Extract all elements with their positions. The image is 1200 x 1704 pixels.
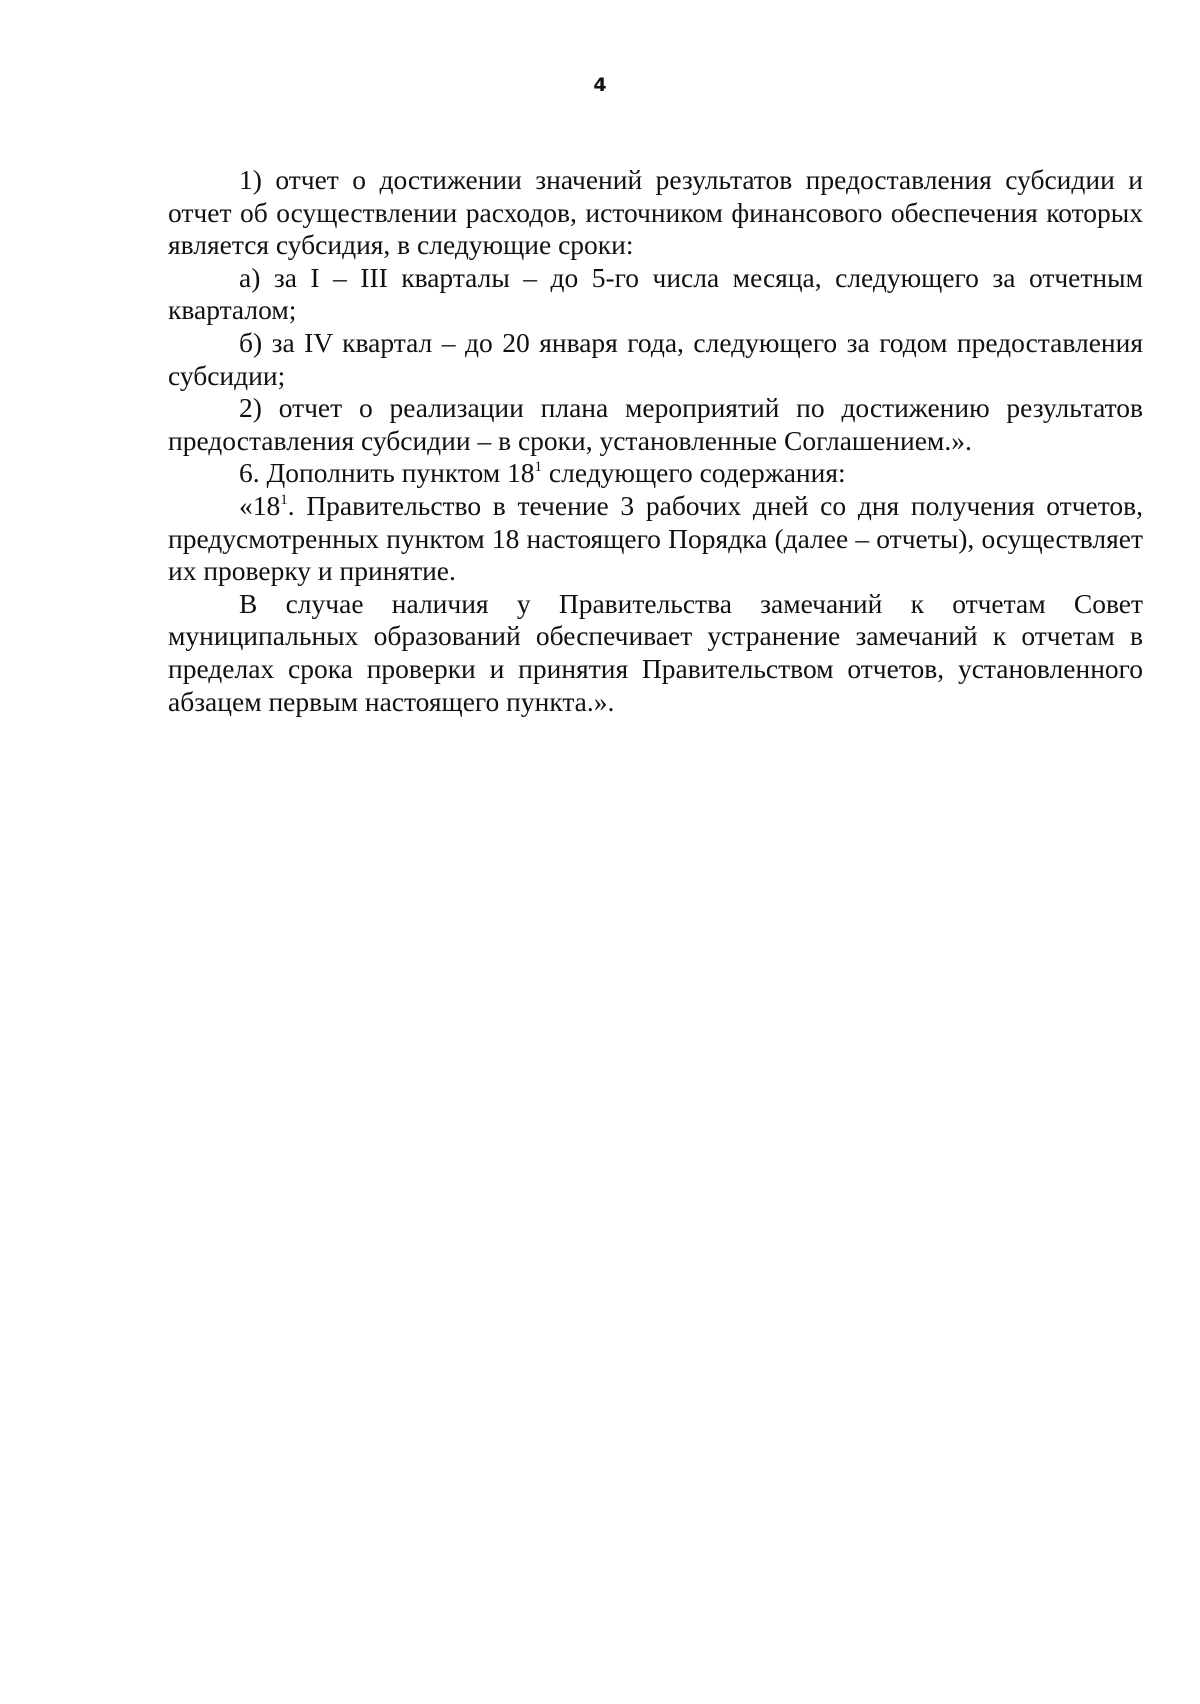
page-number: 4 (593, 74, 607, 96)
paragraph-remarks: В случае наличия у Правительства замечаний к отчетам Совет муниципальных образований обеспечивает устранение замечаний к отчетам в пределах срока проверки и принятия Правительством отчетов, установленного абзацем первым настоящего пункта.». (168, 587, 1143, 717)
paragraph-amendment (168, 457, 1143, 490)
document-body (168, 164, 1143, 718)
paragraph-report-results: 1) отчет о достижении значений результатов предоставления субсидии и отчет об осуществлении расходов, источником финансового обеспечения которых является субсидия, в следующие сроки: (168, 164, 1143, 261)
amendment-text-start: 6. Дополнить пунктом 18 (239, 457, 535, 489)
clause-text-start: «18 (239, 489, 281, 521)
paragraph-deadline-quarters: а) за I – III кварталы – до 5-го числа месяца, следующего за отчетным кварталом; (168, 261, 1143, 326)
paragraph-report-plan: 2) отчет о реализации плана мероприятий по достижению результатов предоставления субсидии – в сроки, установленные Соглашением.». (168, 392, 1143, 456)
paragraph-deadline-q4: б) за IV квартал – до 20 января года, следующего за годом предоставления субсидии; (168, 326, 1143, 391)
clause-text-end: . Правительство в течение 3 рабочих дней со дня получения отчетов, предусмотренных пунктом 18 настоящего Порядка (далее – отчеты), осуществляет их проверку и принятие. (168, 489, 1143, 587)
clause-superscript: 1 (280, 491, 288, 508)
amendment-text-end: следующего содержания: (542, 457, 846, 489)
amendment-superscript: 1 (534, 459, 543, 476)
paragraph-clause-18-1 (168, 490, 1143, 588)
